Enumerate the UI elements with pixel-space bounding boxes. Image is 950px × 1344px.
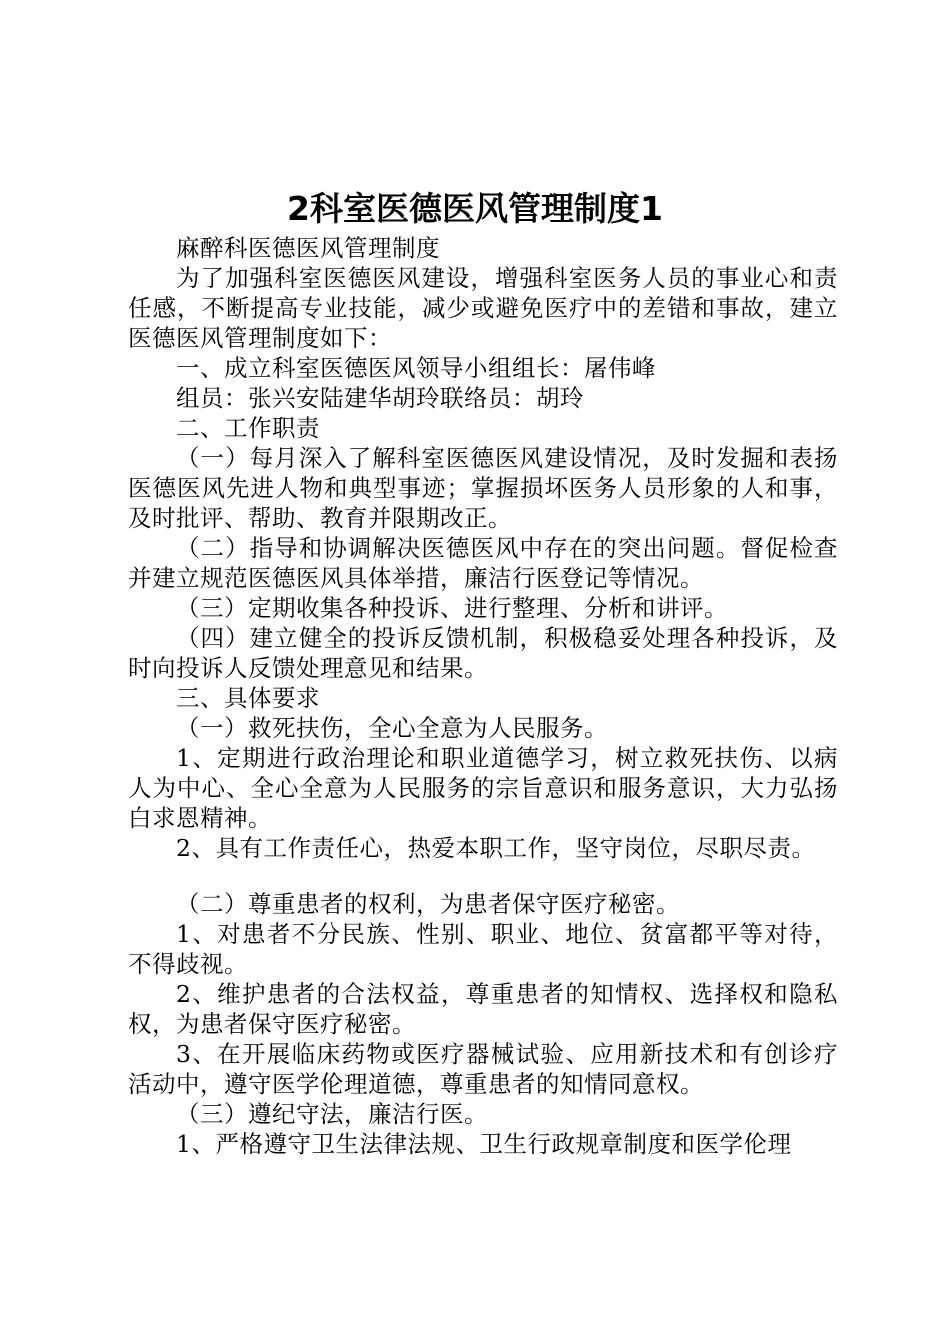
paragraph: 为了加强科室医德医风建设，增强科室医务人员的事业心和责任感，不断提高专业技能，减少或避免医疗中的差错和事故，建立医德医风管理制度如下： xyxy=(128,264,838,352)
paragraph: 三、具体要求 xyxy=(176,684,320,712)
paragraph: （一）每月深入了解科室医德医风建设情况，及时发掘和表扬医德医风先进人物和典型事迹；掌握损坏医务人员形象的人和事，及时批评、帮助、教育并限期改正。 xyxy=(128,444,838,532)
paragraph: （二）尊重患者的权利，为患者保守医疗秘密。 xyxy=(176,890,680,918)
paragraph: （三）定期收集各种投诉、进行整理、分析和讲评。 xyxy=(176,594,728,622)
paragraph: 组员：张兴安陆建华胡玲联络员：胡玲 xyxy=(176,384,584,412)
paragraph: 2、具有工作责任心，热爱本职工作，坚守岗位，尽职尽责。 xyxy=(176,834,816,862)
paragraph: 1、严格遵守卫生法律法规、卫生行政规章制度和医学伦理 xyxy=(176,1130,792,1158)
paragraph: 麻醉科医德医风管理制度 xyxy=(176,234,440,262)
paragraph: （四）建立健全的投诉反馈机制，积极稳妥处理各种投诉，及时向投诉人反馈处理意见和结果。 xyxy=(128,624,838,682)
paragraph: （三）遵纪守法，廉洁行医。 xyxy=(176,1100,488,1128)
paragraph: 3、在开展临床药物或医疗器械试验、应用新技术和有创诊疗活动中，遵守医学伦理道德，尊重患者的知情同意权。 xyxy=(128,1040,838,1098)
paragraph: （二）指导和协调解决医德医风中存在的突出问题。督促检查并建立规范医德医风具体举措，廉洁行医登记等情况。 xyxy=(128,534,838,592)
paragraph: 1、对患者不分民族、性别、职业、地位、贫富都平等对待，不得歧视。 xyxy=(128,920,838,978)
paragraph: 二、工作职责 xyxy=(176,414,320,442)
document-body xyxy=(128,233,838,1159)
document-title: 2科室医德医风管理制度1 xyxy=(287,189,663,228)
paragraph: 2、维护患者的合法权益，尊重患者的知情权、选择权和隐私权，为患者保守医疗秘密。 xyxy=(128,980,838,1038)
paragraph: 1、定期进行政治理论和职业道德学习，树立救死扶伤、以病人为中心、全心全意为人民服务的宗旨意识和服务意识，大力弘扬白求恩精神。 xyxy=(128,744,838,832)
paragraph: 一、成立科室医德医风领导小组组长：屠伟峰 xyxy=(176,354,656,382)
paragraph: （一）救死扶伤，全心全意为人民服务。 xyxy=(176,714,608,742)
